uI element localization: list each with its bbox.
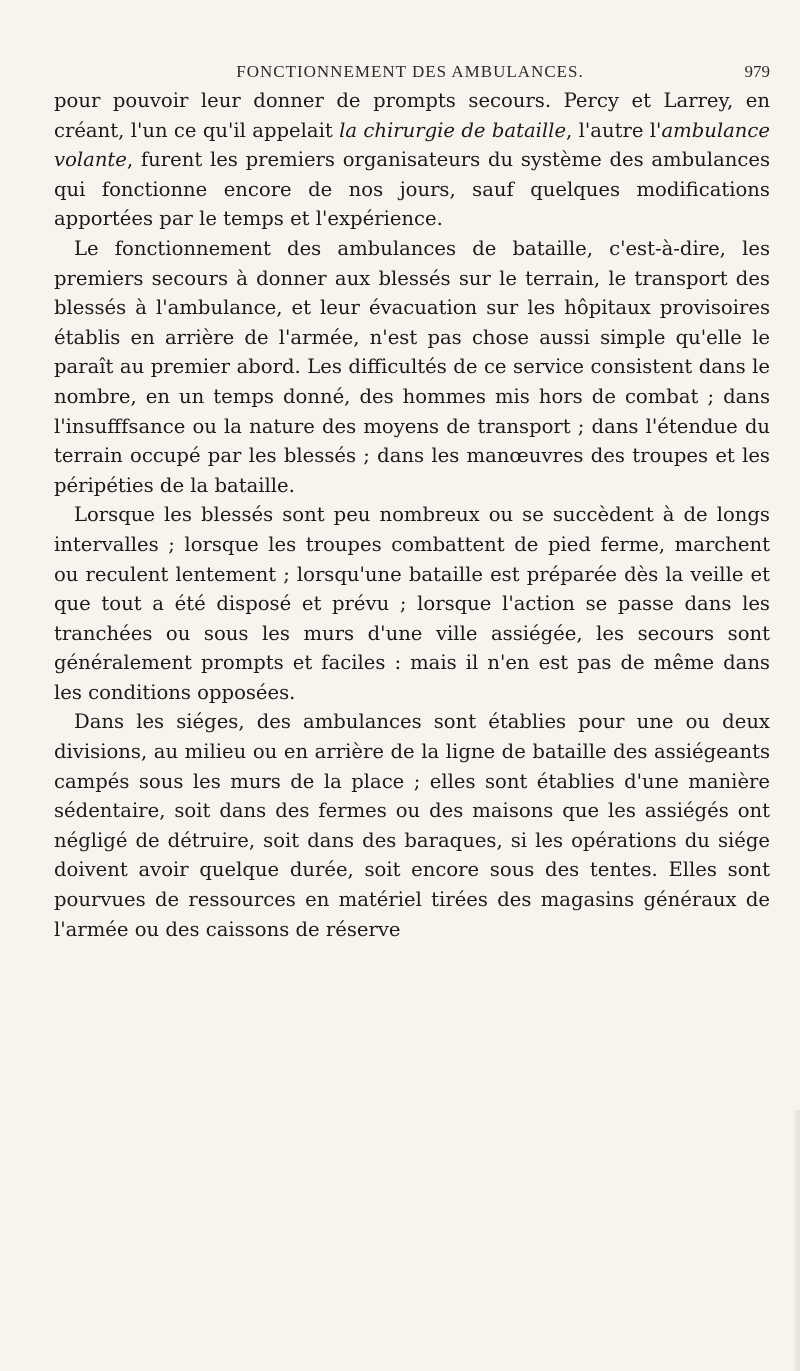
running-head [50, 62, 770, 86]
paragraph-1 [54, 86, 770, 234]
paragraph-4-text: Dans les siéges, des ambulances sont établies pour une ou deux divisions, au milieu ou en arrière de la ligne de bataille des assiégeants campés sous les murs de la place ; elles sont établies d'une manière sédentaire, soit dans des fermes ou des maisons que les assiégés ont négligé de détruire, soit dans des baraques, si les opérations du siége doivent avoir quelque durée, soit encore sous des tentes. Elles sont pourvues de ressources en matériel tirées des magasins généraux de l'armée ou des caissons de réserve [54, 710, 770, 941]
page-edge-shadow [794, 1110, 800, 1371]
text-body [54, 86, 770, 944]
paragraph-2 [54, 234, 770, 500]
paragraph-3-text: Lorsque les blessés sont peu nombreux ou se succèdent à de longs intervalles ; lorsque les troupes combattent de pied ferme, marchent ou reculent lentement ; lorsqu'une bataille est préparée dès la veille et que tout a été disposé et prévu ; lorsque l'action se passe dans les tranchées ou sous les murs d'une ville assiégée, les secours sont généralement prompts et faciles : mais il n'en est pas de même dans les conditions opposées. [54, 503, 770, 704]
paragraph-1-text-1: pour pouvoir leur donner de prompts secours. Percy et Larrey, en créant, l'un ce qu'il appelait [54, 89, 770, 142]
paragraph-1-italic-ambulance: ambulance volante [54, 118, 770, 172]
paragraph-4 [54, 707, 770, 944]
running-title: FONCTIONNEMENT DES AMBULANCES. [236, 62, 584, 81]
paragraph-2-text: Le fonctionnement des ambulances de bataille, c'est-à-dire, les premiers secours à donner aux blessés sur le terrain, le transport des blessés à l'ambulance, et leur évacuation sur les hôpitaux provisoires établis en arrière de l'armée, n'est pas chose aussi simple qu'elle le paraît au premier abord. Les difficultés de ce service consistent dans le nombre, en un temps donné, des hommes mis hors de combat ; dans l'insufffsance ou la nature des moyens de transport ; dans l'étendue du terrain occupé par les blessés ; dans les manœuvres des troupes et les péripéties de la bataille. [54, 236, 770, 497]
page-number: 979 [744, 62, 770, 81]
paragraph-1-italic-chirurgie: la chirurgie de bataille [339, 118, 567, 142]
paragraph-1-text-3: , furent les premiers organisateurs du système des ambulances qui fonctionne encore de nos jours, sauf quelques modifications apportées par le temps et l'expérience. [54, 148, 770, 231]
paragraph-1-text-2: , l'autre l' [566, 118, 662, 142]
paragraph-3 [54, 500, 770, 707]
